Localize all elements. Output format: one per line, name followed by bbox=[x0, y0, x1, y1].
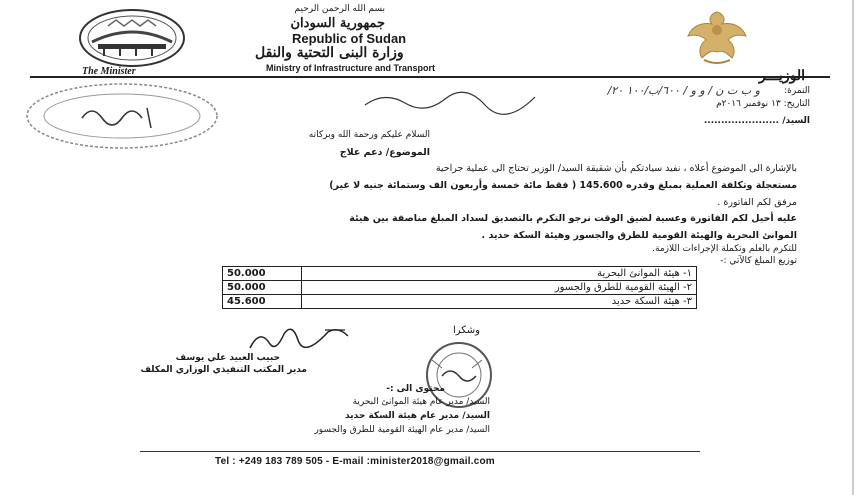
paragraph-2-line-1: عليه أحيل لكم الفاتورة وعسية لضيق الوقت نرجو التكرم بالتصديق لسداد المبلغ مناصفة بين هيئة bbox=[349, 213, 797, 224]
subject-line: الموضوع/ دعم علاج bbox=[339, 147, 430, 158]
table-row bbox=[223, 281, 697, 295]
ref-number: و ب ت ن / و و / ٦٠٠/ب/١٠٠ ٢٠/ bbox=[607, 84, 760, 97]
cc-recipient: السيد/ مدير عام هيئة السكة حديد bbox=[345, 411, 490, 421]
paragraph-2-line-2: الموانئ البحرية والهيئة القومية للطرق والجسور وهيئة السكة حديد . bbox=[481, 230, 797, 241]
greeting: السلام عليكم ورحمة الله وبركاته bbox=[308, 130, 430, 140]
basmala: بسم الله الرحمن الرحيم bbox=[294, 4, 385, 14]
ministry-name-english: Ministry of Infrastructure and Transport bbox=[266, 63, 436, 73]
official-stamp-icon bbox=[22, 78, 227, 158]
ref-label: النمرة: bbox=[784, 86, 810, 96]
addressee: السيد/ ...................... bbox=[703, 116, 810, 126]
paragraph-3: للتكرم بالعلم وتكملة الإجراءات اللازمة. bbox=[652, 244, 797, 254]
paragraph-1-line-3: مرفق لكم الفاتورة . bbox=[717, 197, 797, 208]
table-row bbox=[223, 267, 697, 281]
republic-name-english: Republic of Sudan bbox=[292, 31, 407, 46]
amount-cell: 50.000 bbox=[223, 267, 302, 281]
footer-rule bbox=[140, 451, 700, 452]
paragraph-1-line-1: بالإشارة الى الموضوع أعلاه ، نفيد سيادتكم بأن شقيقة السيد/ الوزير تحتاج الى عملية جراحية bbox=[435, 163, 797, 174]
signature-icon bbox=[230, 318, 390, 358]
signatory-name: حبيب العبيد علي يوسف bbox=[175, 353, 280, 363]
distribution-table bbox=[222, 266, 697, 309]
amount-cell: 45.600 bbox=[223, 295, 302, 309]
entity-cell: ٣- هيئة السكة حديد bbox=[302, 295, 697, 309]
ministry-name-arabic: وزارة البنى التحتية والنقل bbox=[255, 45, 404, 61]
distribution-heading: توزيع المبلغ كالآتي :- bbox=[720, 256, 797, 266]
scan-edge bbox=[852, 0, 854, 495]
entity-cell: ١- هيئة الموانئ البحرية bbox=[302, 267, 697, 281]
republic-name-arabic: جمهورية السودان bbox=[290, 16, 385, 31]
cc-label: محتوى الى :- bbox=[386, 384, 445, 394]
table-row bbox=[223, 295, 697, 309]
cc-recipient: السيد/ مدير عام هيئة الموانئ البحرية bbox=[352, 397, 490, 407]
signature-icon bbox=[355, 85, 555, 115]
letter-date: التاريخ: ١٣ نوفمبر ٢٠١٦م bbox=[716, 99, 810, 109]
paragraph-1-line-2: مستعجلة وتكلفة العملية بمبلغ وقدره 145.600 ( فقط مائة خمسة وأربعون الف وستمائة جنيه لا غير) bbox=[329, 180, 797, 191]
cc-recipient: السيد/ مدير عام الهيئة القومية للطرق والجسور bbox=[314, 425, 490, 435]
signatory-title: مدير المكتب التنفيذي الوزاري المكلف bbox=[140, 365, 307, 375]
entity-cell: ٢- الهيئة القومية للطرق والجسور bbox=[302, 281, 697, 295]
ministry-logo-icon bbox=[78, 8, 186, 68]
minister-label-arabic: الوزيـــر bbox=[758, 68, 805, 84]
minister-label-english: The Minister bbox=[82, 66, 136, 77]
sudan-emblem-icon bbox=[682, 6, 752, 68]
thanks: وشكرا bbox=[452, 325, 480, 336]
amount-cell: 50.000 bbox=[223, 281, 302, 295]
contact-footer: Tel : +249 183 789 505 - E-mail :minister2018@gmail.com bbox=[215, 456, 495, 467]
